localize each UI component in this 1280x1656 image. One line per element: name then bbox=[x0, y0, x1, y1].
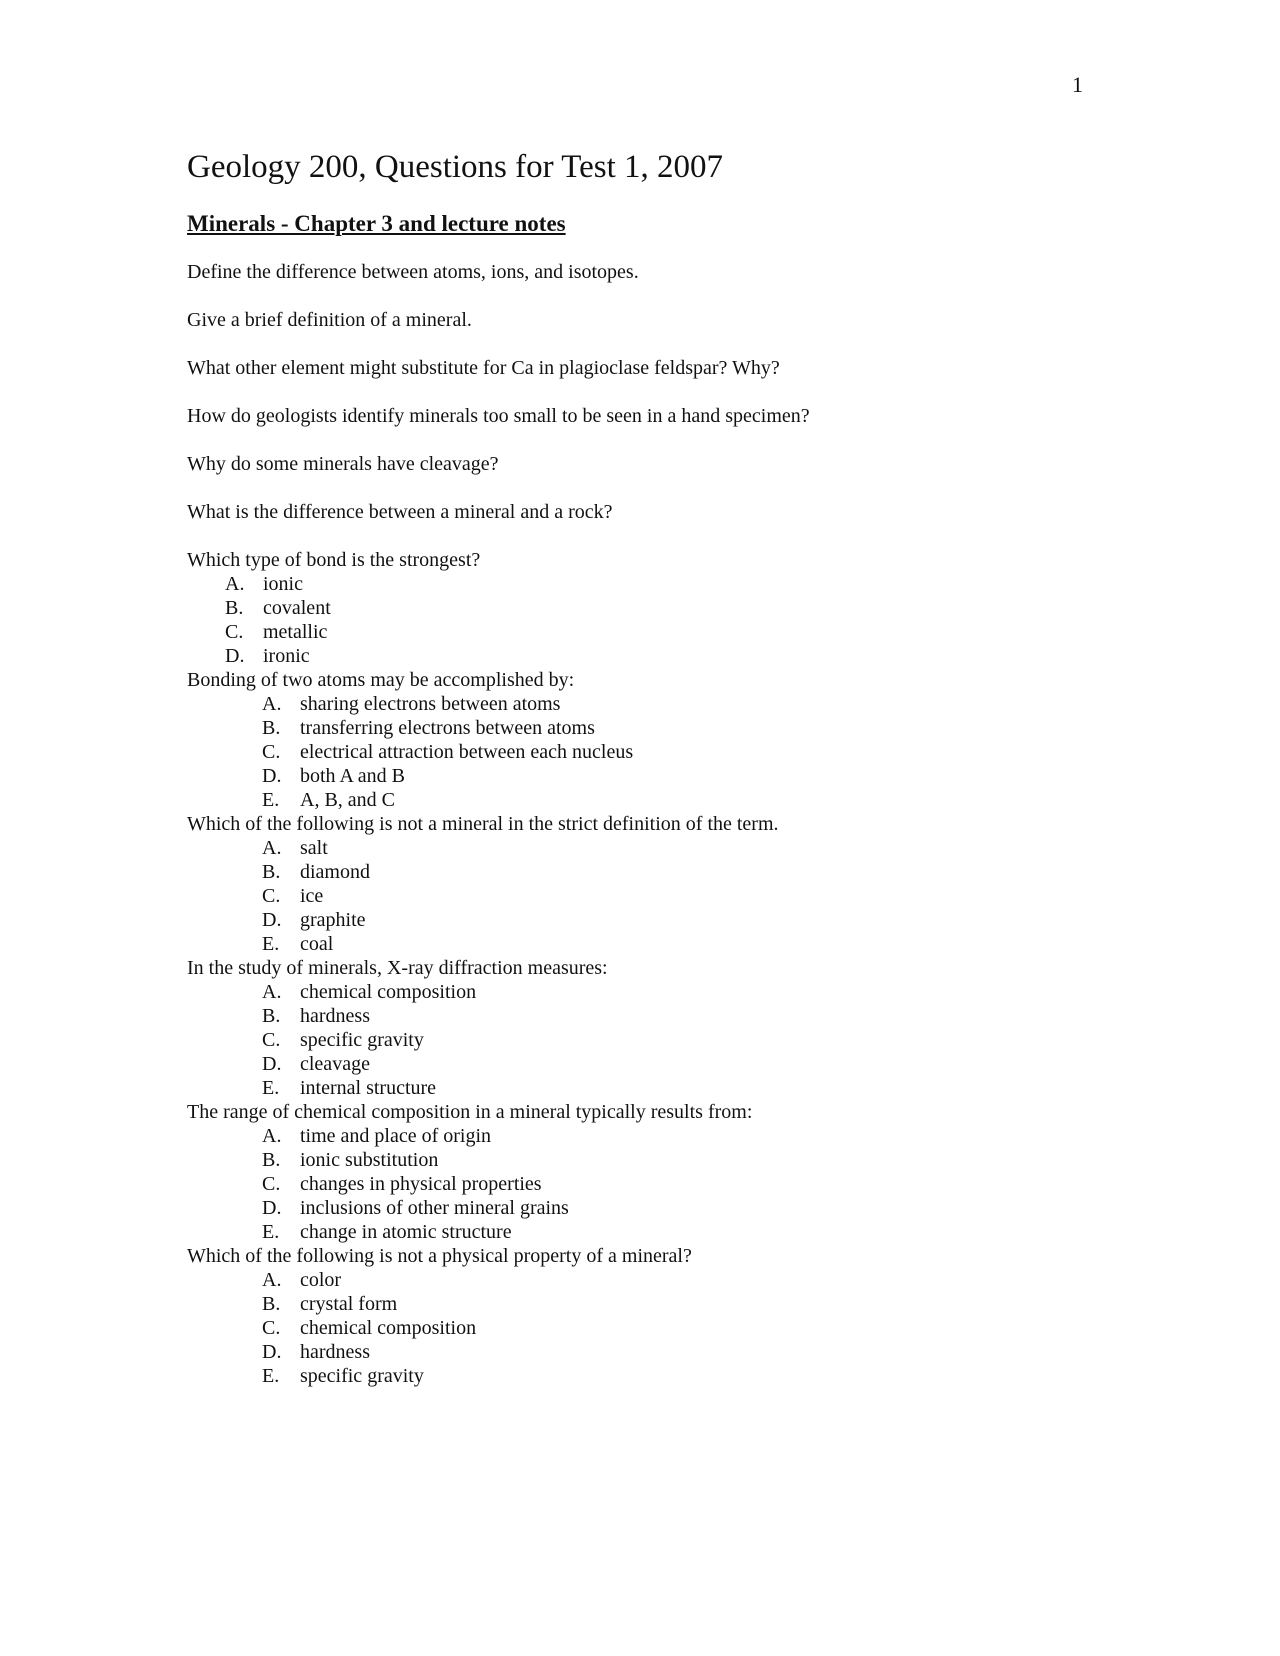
option-text: time and place of origin bbox=[300, 1125, 492, 1148]
mc-options-list bbox=[187, 836, 1087, 956]
mc-options-list bbox=[187, 980, 1087, 1100]
option-text: cleavage bbox=[300, 1053, 370, 1076]
mc-option bbox=[187, 1052, 1087, 1076]
mc-option bbox=[187, 1124, 1087, 1148]
option-letter: E. bbox=[262, 933, 280, 956]
option-letter: B. bbox=[262, 1149, 281, 1172]
option-text: specific gravity bbox=[300, 1029, 424, 1052]
section-heading: Minerals - Chapter 3 and lecture notes bbox=[187, 210, 566, 236]
option-letter: A. bbox=[262, 693, 282, 716]
mc-option bbox=[187, 692, 1087, 716]
option-letter: D. bbox=[262, 1341, 282, 1364]
mc-option bbox=[187, 1076, 1087, 1100]
option-letter: C. bbox=[262, 1029, 281, 1052]
option-text: hardness bbox=[300, 1341, 370, 1364]
mc-option bbox=[187, 1196, 1087, 1220]
option-text: sharing electrons between atoms bbox=[300, 693, 561, 716]
option-letter: E. bbox=[262, 1221, 280, 1244]
option-text: hardness bbox=[300, 1005, 370, 1028]
option-text: coal bbox=[300, 933, 334, 956]
mc-options-list bbox=[187, 572, 1087, 668]
short-question: What is the difference between a mineral and a rock? bbox=[187, 501, 613, 524]
option-letter: B. bbox=[262, 861, 281, 884]
mc-option bbox=[187, 620, 1087, 644]
mc-question-block bbox=[187, 1244, 1087, 1388]
option-text: chemical composition bbox=[300, 1317, 477, 1340]
option-text: electrical attraction between each nucleus bbox=[300, 741, 634, 764]
mc-option bbox=[187, 1268, 1087, 1292]
mc-question-text: Which of the following is not a physical property of a mineral? bbox=[187, 1245, 692, 1268]
mc-option bbox=[187, 572, 1087, 596]
option-letter: A. bbox=[262, 837, 282, 860]
option-text: diamond bbox=[300, 861, 370, 884]
mc-option bbox=[187, 1004, 1087, 1028]
page-number: 1 bbox=[1072, 72, 1083, 97]
option-text: ice bbox=[300, 885, 324, 908]
mc-option bbox=[187, 836, 1087, 860]
option-text: crystal form bbox=[300, 1293, 398, 1316]
mc-option bbox=[187, 716, 1087, 740]
option-letter: C. bbox=[262, 1317, 281, 1340]
mc-options-list bbox=[187, 1124, 1087, 1244]
mc-option bbox=[187, 764, 1087, 788]
mc-option bbox=[187, 740, 1087, 764]
mc-option bbox=[187, 884, 1087, 908]
mc-option bbox=[187, 1028, 1087, 1052]
option-letter: B. bbox=[262, 717, 281, 740]
option-text: chemical composition bbox=[300, 981, 477, 1004]
option-letter: D. bbox=[262, 1053, 282, 1076]
document-body bbox=[187, 148, 1087, 1388]
option-letter: A. bbox=[225, 573, 245, 596]
option-text: specific gravity bbox=[300, 1365, 424, 1388]
mc-option bbox=[187, 596, 1087, 620]
mc-option bbox=[187, 932, 1087, 956]
option-letter: C. bbox=[225, 621, 244, 644]
option-letter: A. bbox=[262, 981, 282, 1004]
short-question: How do geologists identify minerals too small to be seen in a hand specimen? bbox=[187, 405, 810, 428]
option-text: covalent bbox=[263, 597, 331, 620]
mc-option bbox=[187, 1148, 1087, 1172]
document-title: Geology 200, Questions for Test 1, 2007 bbox=[187, 149, 724, 185]
option-text: both A and B bbox=[300, 765, 406, 788]
option-text: metallic bbox=[263, 621, 328, 644]
mc-option bbox=[187, 908, 1087, 932]
option-letter: D. bbox=[225, 645, 245, 668]
option-text: ironic bbox=[263, 645, 310, 668]
option-text: ionic substitution bbox=[300, 1149, 439, 1172]
mc-option bbox=[187, 980, 1087, 1004]
short-question: Define the difference between atoms, ions, and isotopes. bbox=[187, 261, 639, 284]
option-text: change in atomic structure bbox=[300, 1221, 512, 1244]
mc-option bbox=[187, 1292, 1087, 1316]
mc-option bbox=[187, 1364, 1087, 1388]
option-text: salt bbox=[300, 837, 328, 860]
short-question: What other element might substitute for Ca in plagioclase feldspar? Why? bbox=[187, 357, 780, 380]
option-letter: D. bbox=[262, 1197, 282, 1220]
short-answer-questions bbox=[187, 260, 1087, 524]
option-text: ionic bbox=[263, 573, 303, 596]
mc-option bbox=[187, 1172, 1087, 1196]
option-letter: A. bbox=[262, 1125, 282, 1148]
option-text: internal structure bbox=[300, 1077, 437, 1100]
short-question: Give a brief definition of a mineral. bbox=[187, 309, 472, 332]
mc-question-text: Bonding of two atoms may be accomplished by: bbox=[187, 669, 575, 692]
mc-option bbox=[187, 788, 1087, 812]
option-letter: C. bbox=[262, 1173, 281, 1196]
option-letter: E. bbox=[262, 789, 280, 812]
mc-options-list bbox=[187, 1268, 1087, 1388]
option-text: color bbox=[300, 1269, 342, 1292]
mc-option bbox=[187, 1316, 1087, 1340]
option-letter: B. bbox=[262, 1005, 281, 1028]
option-text: transferring electrons between atoms bbox=[300, 717, 595, 740]
mc-question-block bbox=[187, 1100, 1087, 1244]
option-letter: A. bbox=[262, 1269, 282, 1292]
mc-question-text: Which of the following is not a mineral in the strict definition of the term. bbox=[187, 813, 779, 836]
option-letter: C. bbox=[262, 741, 281, 764]
short-question: Why do some minerals have cleavage? bbox=[187, 453, 499, 476]
option-letter: B. bbox=[225, 597, 244, 620]
option-text: graphite bbox=[300, 909, 366, 932]
mc-question-text: In the study of minerals, X-ray diffraction measures: bbox=[187, 957, 608, 980]
option-text: changes in physical properties bbox=[300, 1173, 542, 1196]
option-letter: D. bbox=[262, 909, 282, 932]
option-letter: B. bbox=[262, 1293, 281, 1316]
mc-question-text: The range of chemical composition in a mineral typically results from: bbox=[187, 1101, 753, 1124]
mc-question-block bbox=[187, 668, 1087, 812]
mc-question-block bbox=[187, 548, 1087, 668]
mc-question-block bbox=[187, 812, 1087, 956]
option-text: inclusions of other mineral grains bbox=[300, 1197, 569, 1220]
mc-question-text: Which type of bond is the strongest? bbox=[187, 549, 481, 572]
option-letter: D. bbox=[262, 765, 282, 788]
mc-options-list bbox=[187, 692, 1087, 812]
mc-option bbox=[187, 860, 1087, 884]
option-letter: E. bbox=[262, 1077, 280, 1100]
option-letter: C. bbox=[262, 885, 281, 908]
mc-option bbox=[187, 644, 1087, 668]
mc-question-block bbox=[187, 956, 1087, 1100]
option-text: A, B, and C bbox=[300, 789, 395, 812]
mc-option bbox=[187, 1340, 1087, 1364]
mc-option bbox=[187, 1220, 1087, 1244]
option-letter: E. bbox=[262, 1365, 280, 1388]
